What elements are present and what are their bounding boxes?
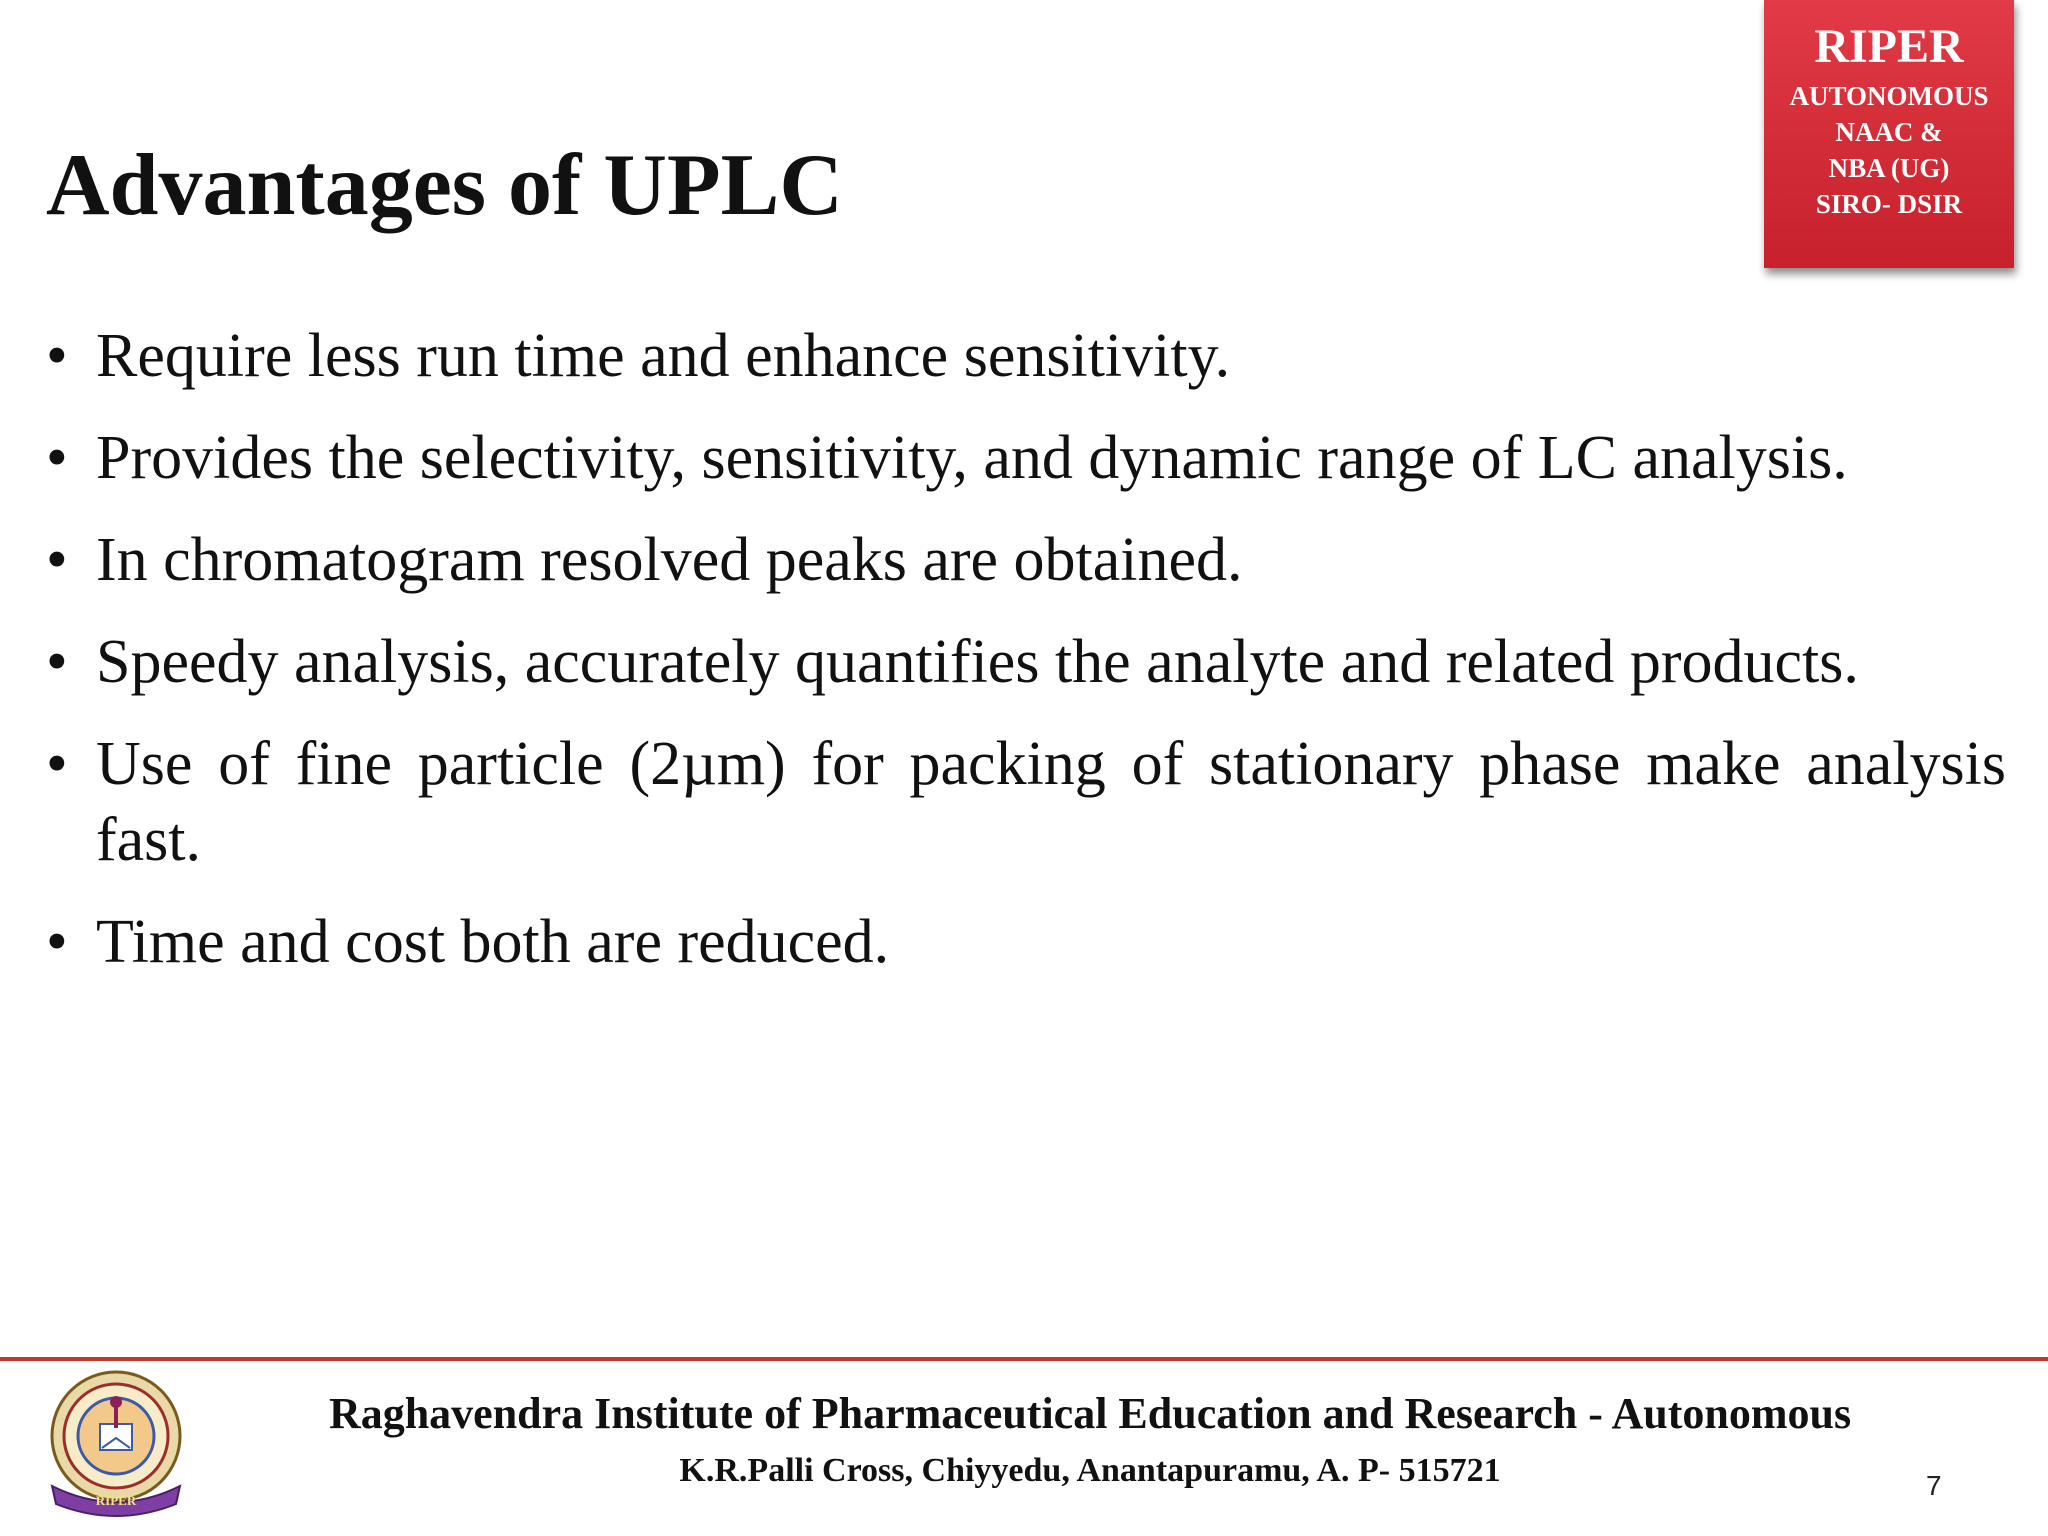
bullet-item xyxy=(46,904,2006,980)
badge-line-nba: NBA (UG) xyxy=(1828,153,1950,184)
bullet-icon: • xyxy=(46,730,68,798)
bullet-text: Time and cost both are reduced. xyxy=(96,908,890,976)
footer-divider xyxy=(0,1357,2048,1361)
bullet-icon: • xyxy=(46,322,68,390)
bullet-icon: • xyxy=(46,908,68,976)
footer-institution-name: Raghavendra Institute of Pharmaceutical Education and Research - Autonomous xyxy=(328,1389,1852,1438)
bullet-item xyxy=(46,522,2006,598)
bullet-item xyxy=(46,318,2006,394)
badge-line-naac: NAAC & xyxy=(1835,117,1943,148)
badge-title: RIPER xyxy=(1814,20,1964,73)
institute-seal-icon xyxy=(42,1368,190,1520)
bullet-icon: • xyxy=(46,424,68,492)
bullet-text: In chromatogram resolved peaks are obtained. xyxy=(96,526,1243,594)
bullet-list xyxy=(46,318,2006,1006)
badge-line-autonomous: AUTONOMOUS xyxy=(1789,81,1989,112)
page-number: 7 xyxy=(1926,1470,1942,1501)
accreditation-badge xyxy=(1764,0,2014,268)
bullet-icon: • xyxy=(46,526,68,594)
footer-address: K.R.Palli Cross, Chiyyedu, Anantapuramu, A. P- 515721 xyxy=(679,1452,1501,1489)
seal-ribbon-text: RIPER xyxy=(95,1493,137,1508)
bullet-item xyxy=(46,420,2006,496)
slide-title: Advantages of UPLC xyxy=(46,137,843,234)
badge-line-siro: SIRO- DSIR xyxy=(1815,189,1963,220)
bullet-text: Use of fine particle (2µm) for packing of stationary phase make analysis fast. xyxy=(96,730,2006,874)
bullet-item xyxy=(46,624,2006,700)
bullet-text: Speedy analysis, accurately quantifies the analyte and related products. xyxy=(96,628,1859,696)
bullet-item xyxy=(46,726,2006,878)
bullet-icon: • xyxy=(46,628,68,696)
bullet-text: Provides the selectivity, sensitivity, and dynamic range of LC analysis. xyxy=(96,424,1848,492)
bullet-text: Require less run time and enhance sensitivity. xyxy=(96,322,1231,390)
